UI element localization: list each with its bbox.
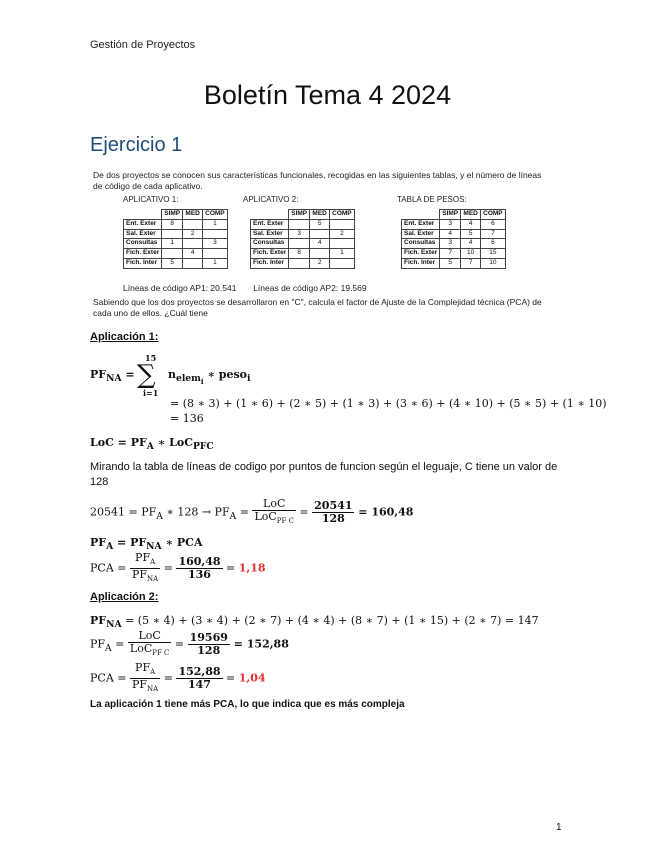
app2-pfa-result: = 152,88 [229, 637, 289, 651]
sum-term-sub2: i [246, 373, 251, 385]
table-row [124, 249, 228, 259]
table-cell: 5 [162, 258, 183, 268]
table-row [251, 219, 355, 229]
pca-n2: 160,48 [178, 555, 221, 569]
column-header: MED [310, 210, 330, 220]
pf-symbol: PF [90, 368, 107, 381]
page-number: 1 [556, 822, 562, 833]
table-row [402, 249, 506, 259]
app2-pca-fd: PF [131, 678, 148, 692]
question-text: Sabiendo que los dos proyectos se desarrollaron en "C", calcula el factor de Ajuste de la Complejidad técnica (PCA) de cada uno de ellos. ¿Cuál tiene [93, 297, 542, 318]
table-cell [289, 258, 310, 268]
lines-ap1: Líneas de código AP1: 20.541 [123, 283, 237, 293]
loc-sub1: A [146, 441, 154, 453]
row-label: Fich. Inter [402, 258, 440, 268]
eq1-sub2: A [229, 510, 237, 522]
table-cell: 5 [310, 219, 330, 229]
app2-pca-values [176, 666, 222, 691]
app2-fraction-loc [128, 630, 172, 659]
table-cell: 1 [203, 258, 228, 268]
pca-lhs: PCA = [90, 561, 130, 575]
eq1-result: = 160,48 [354, 505, 414, 519]
row-label: Ent. Exter [402, 219, 440, 229]
fraction-loc [252, 498, 296, 527]
app2-pf: PF [90, 614, 107, 627]
table-row [402, 219, 506, 229]
table-cell [183, 219, 203, 229]
pfa-b: = PF [113, 536, 147, 549]
table-cell [203, 229, 228, 239]
app2-pca-fd-sub: NA [147, 685, 159, 694]
frac-d1: 128 [321, 512, 345, 526]
app2-pca-fn: PF [135, 661, 151, 674]
app2-pca-fn-sub: A [150, 668, 156, 677]
row-label: Sal. Exter [251, 229, 289, 239]
sigma-icon: ∑ [137, 360, 156, 390]
corner-cell [251, 210, 289, 220]
table-cell: 5 [461, 229, 481, 239]
column-header: SIMP [289, 210, 310, 220]
app2-pca-lhs: PCA = [90, 671, 130, 685]
eq1-left: 20541 = PF [90, 505, 157, 519]
app2-table-wrap [250, 209, 355, 269]
table-row [402, 229, 506, 239]
table-cell: 4 [461, 239, 481, 249]
table-cell [310, 249, 330, 259]
app2-frac-d1: 128 [197, 644, 221, 658]
app2-fraction-values [188, 632, 230, 657]
pca-fd-sub: NA [147, 575, 159, 584]
loc-formula [90, 436, 214, 452]
table-cell [183, 258, 203, 268]
app2-table [250, 209, 355, 269]
weights-caption: TABLA DE PESOS: [397, 195, 467, 204]
table-cell [162, 249, 183, 259]
table-row [124, 239, 228, 249]
eq1-sub: A [156, 510, 163, 522]
table-row [251, 239, 355, 249]
document-title: Boletín Tema 4 2024 [203, 80, 452, 110]
table-cell: 2 [310, 258, 330, 268]
column-header: MED [461, 210, 481, 220]
table-row [402, 258, 506, 268]
table-cell [330, 239, 355, 249]
corner-cell [124, 210, 162, 220]
app1-heading: Aplicación 1: [90, 331, 159, 343]
pfa-sub2: NA [146, 541, 162, 553]
column-header: COMP [330, 210, 355, 220]
app2-frac-n1: 19569 [189, 631, 228, 645]
app2-pca-equation: PCA = $\frac{PF_A}{PF_{NA}}$ = $\frac{152,88}{147}$ = 1,04 [90, 661, 266, 694]
table-cell [162, 229, 183, 239]
row-label: Fich. Exter [251, 249, 289, 259]
row-label: Consultas [251, 239, 289, 249]
row-label: Fich. Inter [251, 258, 289, 268]
table-cell: 4 [461, 219, 481, 229]
equals: = [121, 368, 135, 381]
lines-ap2: Líneas de código AP2: 19.569 [253, 283, 367, 293]
exercise-heading: Ejercicio 1 [90, 134, 183, 156]
app1-pfa-equation: $20541 = PF_A$ ∗ $128 \to PF_A$ = $\frac{\text{LoC}}{LoC_{PF C}}$ = $\frac{20541}{128}$ = 160,48 [90, 497, 414, 526]
pfa-sub1: A [106, 541, 114, 553]
table-cell: 7 [481, 229, 506, 239]
app2-pfa-equation: $PF_A$ = $\frac{\text{LoC}}{LoC_{PF C}}$ = $\frac{19569}{128}$ = 152,88 [90, 629, 289, 658]
table-cell [289, 239, 310, 249]
row-label: Consultas [124, 239, 162, 249]
table-cell: 2 [183, 229, 203, 239]
table-cell: 10 [481, 258, 506, 268]
table-cell: 15 [481, 249, 506, 259]
loc-sub2: PFC [193, 441, 214, 453]
pf-subscript: NA [106, 373, 122, 385]
table-row [124, 229, 228, 239]
column-header: SIMP [162, 210, 183, 220]
table-cell [330, 258, 355, 268]
table-cell: 3 [440, 219, 461, 229]
pca-fraction [130, 552, 160, 585]
row-label: Ent. Exter [251, 219, 289, 229]
app2-pfa: PF [90, 637, 106, 651]
table-cell: 3 [289, 229, 310, 239]
lines-of-code [123, 283, 367, 293]
frac-num: LoC [252, 498, 296, 511]
app1-pfna-result: = 136 [170, 412, 204, 425]
table-row [402, 239, 506, 249]
column-header: COMP [481, 210, 506, 220]
frac-den-sub: PF C [276, 517, 294, 526]
corner-cell [402, 210, 440, 220]
app2-pfa-eq: = [111, 637, 128, 651]
table-cell: 4 [310, 239, 330, 249]
loc-b: ∗ LoC [153, 436, 193, 449]
app1-caption: APLICATIVO 1: [123, 195, 179, 204]
sum-term-subsub: i [200, 377, 204, 387]
app1-table-wrap [123, 209, 228, 269]
table-cell: 3 [203, 239, 228, 249]
table-cell: 4 [440, 229, 461, 239]
intro-text: De dos proyectos se conocen sus características funcionales, recogidas en las siguientes tablas, y el número de líneas de código de cada aplicativo. [93, 170, 542, 191]
frac-n1: 20541 [314, 499, 353, 513]
row-label: Sal. Exter [124, 229, 162, 239]
table-row [251, 229, 355, 239]
weights-table-wrap [401, 209, 506, 269]
table-cell [330, 219, 355, 229]
page-header: Gestión de Proyectos [90, 39, 196, 51]
app1-expansion: = (8 ∗ 3) + (1 ∗ 6) + (2 ∗ 5) + (1 ∗ 3) + (3 ∗ 6) + (4 ∗ 10) + (5 ∗ 5) + (1 ∗ 10) [170, 397, 607, 410]
row-label: Consultas [402, 239, 440, 249]
table-cell: 5 [440, 258, 461, 268]
app1-pca-result: 1,18 [238, 561, 266, 575]
pca-fn-sub: A [150, 558, 156, 567]
weights-table [401, 209, 506, 269]
pca-fn: PF [135, 551, 151, 564]
app2-heading: Aplicación 2: [90, 591, 159, 603]
table-cell: 6 [481, 239, 506, 249]
app1-explanation: Mirando la tabla de líneas de codigo por puntos de funcion según el leguaje, C tiene un valor de 128 [90, 461, 558, 488]
column-header: SIMP [440, 210, 461, 220]
table-cell: 8 [289, 249, 310, 259]
column-header: MED [183, 210, 203, 220]
app2-pca-d2: 147 [188, 678, 211, 692]
table-cell [183, 239, 203, 249]
table-cell [289, 219, 310, 229]
frac-den: LoC [254, 510, 277, 523]
sum-lower: i=1 [143, 388, 159, 398]
row-label: Fich. Exter [124, 249, 162, 259]
eq1-mid: ∗ 128 → PF [162, 505, 230, 519]
table-cell: 7 [440, 249, 461, 259]
row-label: Sal. Exter [402, 229, 440, 239]
table-cell: 1 [203, 219, 228, 229]
table-row [251, 249, 355, 259]
app2-pfa-sub: A [105, 642, 112, 654]
pfa-formula [90, 536, 202, 552]
table-cell: 10 [461, 249, 481, 259]
table-row [124, 258, 228, 268]
eq1-eq: = [236, 505, 253, 519]
table-cell: 4 [183, 249, 203, 259]
pca-d2: 136 [188, 568, 211, 582]
app1-table [123, 209, 228, 269]
app2-caption: APLICATIVO 2: [243, 195, 299, 204]
table-cell: 6 [481, 219, 506, 229]
sum-term-sub: elem [176, 373, 201, 385]
loc-a: LoC = PF [90, 436, 147, 449]
pfa-a: PF [90, 536, 107, 549]
sum-term: n [168, 368, 176, 381]
app2-pfna-rhs: = (5 ∗ 4) + (3 ∗ 4) + (2 ∗ 7) + (4 ∗ 4) + (8 ∗ 7) + (1 ∗ 15) + (2 ∗ 7) = 147 [121, 614, 539, 627]
app1-pca-equation: PCA = $\frac{PF_A}{PF_{NA}}$ = $\frac{160,48}{136}$ = 1,18 [90, 551, 266, 584]
table-cell: 3 [440, 239, 461, 249]
table-cell: 2 [330, 229, 355, 239]
pca-fd: PF [131, 568, 148, 582]
app2-frac-den: LoC [129, 642, 153, 655]
conclusion: La aplicación 1 tiene más PCA, lo que indica que es más compleja [90, 699, 405, 710]
app2-pca-fraction [130, 662, 160, 695]
app2-frac-num: LoC [128, 630, 172, 643]
sum-upper: 15 [145, 353, 157, 363]
table-cell: 1 [162, 239, 183, 249]
table-row [251, 258, 355, 268]
table-cell: 7 [461, 258, 481, 268]
row-label: Fich. Exter [402, 249, 440, 259]
table-cell: 8 [162, 219, 183, 229]
app2-pca-n2: 152,88 [178, 665, 221, 679]
table-cell: 1 [330, 249, 355, 259]
table-cell [310, 229, 330, 239]
app2-pfna-equation [90, 614, 539, 630]
app2-frac-den-sub: PF C [152, 649, 170, 658]
table-cell [203, 249, 228, 259]
table-row [124, 219, 228, 229]
app2-pca-result: 1,04 [238, 671, 266, 685]
pfa-c: ∗ PCA [161, 536, 203, 549]
sum-term-mid: ∗ peso [203, 368, 247, 381]
pca-values-fraction [176, 556, 222, 581]
fraction-values [312, 500, 354, 525]
app2-pf-sub: NA [106, 619, 122, 631]
row-label: Ent. Exter [124, 219, 162, 229]
column-header: COMP [203, 210, 228, 220]
row-label: Fich. Inter [124, 258, 162, 268]
